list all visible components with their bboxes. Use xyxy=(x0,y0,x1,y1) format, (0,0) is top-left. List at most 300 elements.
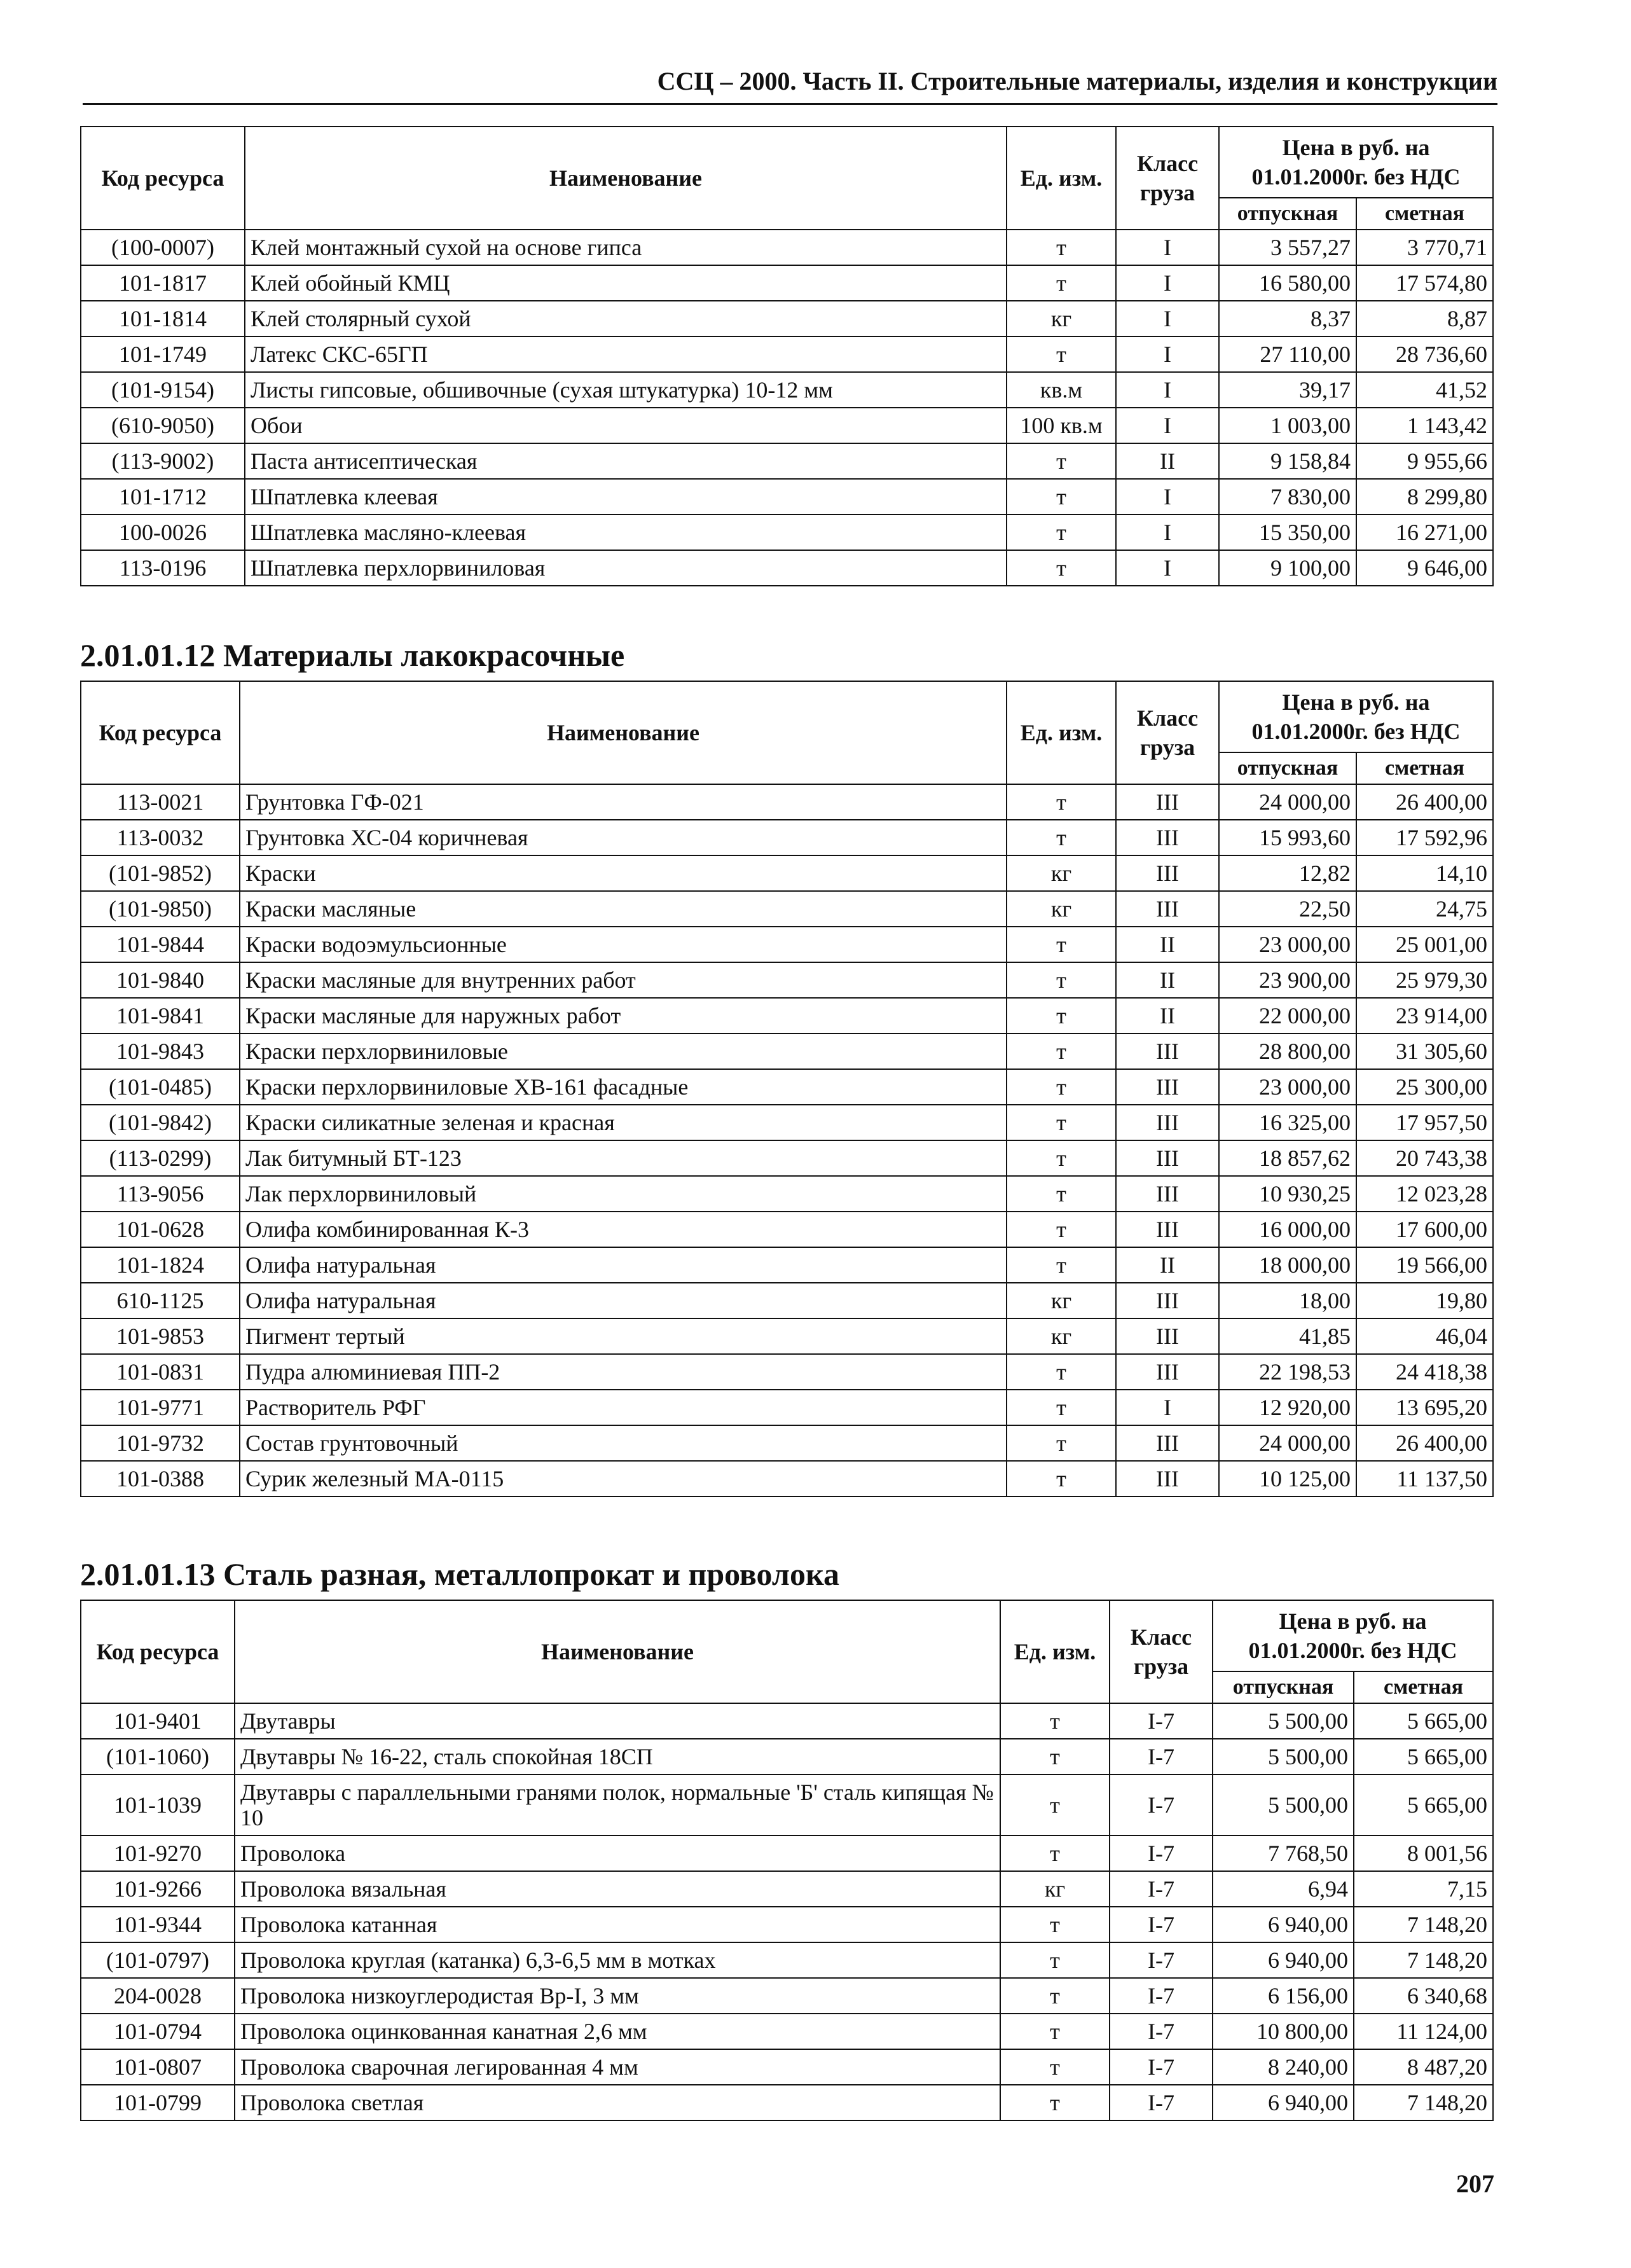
column-header-price: Цена в руб. на 01.01.2000г. без НДС xyxy=(1219,127,1493,198)
cell-class: III xyxy=(1116,855,1219,891)
cell-release-price: 23 000,00 xyxy=(1219,1069,1356,1105)
cell-estimate-price: 19 566,00 xyxy=(1356,1247,1493,1283)
cell-name: Клей обойный КМЦ xyxy=(245,265,1007,301)
cell-name: Проволока низкоуглеродистая Вр-I, 3 мм xyxy=(235,1978,1000,2014)
cell-class: II xyxy=(1116,962,1219,998)
cell-release-price: 23 000,00 xyxy=(1219,927,1356,962)
cell-unit: т xyxy=(1007,1461,1116,1497)
cell-code: (101-9154) xyxy=(81,372,245,408)
cell-name: Олифа натуральная xyxy=(240,1283,1007,1318)
cell-unit: т xyxy=(1007,1247,1116,1283)
cell-class: III xyxy=(1116,1176,1219,1212)
cell-estimate-price: 9 646,00 xyxy=(1356,550,1493,586)
cell-class: I xyxy=(1116,265,1219,301)
cell-estimate-price: 23 914,00 xyxy=(1356,998,1493,1034)
table-row xyxy=(81,1871,1493,1907)
cell-unit: 100 кв.м xyxy=(1007,408,1116,443)
cell-class: I-7 xyxy=(1110,1739,1213,1774)
table-row xyxy=(81,891,1493,927)
table-row xyxy=(81,443,1493,479)
cell-release-price: 10 800,00 xyxy=(1213,2014,1354,2049)
cell-release-price: 15 993,60 xyxy=(1219,820,1356,855)
table-row xyxy=(81,1176,1493,1212)
cell-name: Обои xyxy=(245,408,1007,443)
cell-release-price: 1 003,00 xyxy=(1219,408,1356,443)
cell-code: 610-1125 xyxy=(81,1283,240,1318)
table-row xyxy=(81,1774,1493,1836)
cell-code: 101-9270 xyxy=(81,1836,235,1871)
cell-unit: т xyxy=(1007,998,1116,1034)
cell-unit: т xyxy=(1007,1390,1116,1425)
cell-name: Проволока катанная xyxy=(235,1907,1000,1942)
cell-unit: т xyxy=(1007,1069,1116,1105)
cell-release-price: 10 125,00 xyxy=(1219,1461,1356,1497)
table-row xyxy=(81,515,1493,550)
cell-release-price: 22,50 xyxy=(1219,891,1356,927)
cell-class: I-7 xyxy=(1110,1703,1213,1739)
cell-name: Краски силикатные зеленая и красная xyxy=(240,1105,1007,1140)
table-row xyxy=(81,2049,1493,2085)
cell-estimate-price: 5 665,00 xyxy=(1354,1703,1493,1739)
table-row xyxy=(81,336,1493,372)
cell-release-price: 6,94 xyxy=(1213,1871,1354,1907)
cell-code: 101-0628 xyxy=(81,1212,240,1247)
cell-unit: т xyxy=(1000,2085,1110,2120)
cell-code: (101-9850) xyxy=(81,891,240,927)
cell-name: Краски масляные для наружных работ xyxy=(240,998,1007,1034)
cell-unit: т xyxy=(1007,336,1116,372)
cell-class: I-7 xyxy=(1110,1774,1213,1836)
table-row xyxy=(81,1739,1493,1774)
cell-class: III xyxy=(1116,820,1219,855)
cell-class: II xyxy=(1116,443,1219,479)
cell-release-price: 24 000,00 xyxy=(1219,1425,1356,1461)
cell-code: 101-0807 xyxy=(81,2049,235,2085)
cell-release-price: 18 000,00 xyxy=(1219,1247,1356,1283)
cell-class: I-7 xyxy=(1110,1836,1213,1871)
cell-name: Проволока оцинкованная канатная 2,6 мм xyxy=(235,2014,1000,2049)
cell-class: II xyxy=(1116,927,1219,962)
table-row xyxy=(81,1703,1493,1739)
cell-release-price: 6 156,00 xyxy=(1213,1978,1354,2014)
cell-release-price: 27 110,00 xyxy=(1219,336,1356,372)
cell-class: I-7 xyxy=(1110,1978,1213,2014)
cell-release-price: 16 325,00 xyxy=(1219,1105,1356,1140)
table-row xyxy=(81,265,1493,301)
cell-unit: т xyxy=(1000,1942,1110,1978)
cell-release-price: 7 830,00 xyxy=(1219,479,1356,515)
cell-release-price: 8,37 xyxy=(1219,301,1356,336)
table-row xyxy=(81,1069,1493,1105)
cell-estimate-price: 17 592,96 xyxy=(1356,820,1493,855)
cell-unit: т xyxy=(1007,1425,1116,1461)
cell-name: Клей столярный сухой xyxy=(245,301,1007,336)
cell-name: Сурик железный МА-0115 xyxy=(240,1461,1007,1497)
cell-estimate-price: 24 418,38 xyxy=(1356,1354,1493,1390)
cell-release-price: 41,85 xyxy=(1219,1318,1356,1354)
table-row xyxy=(81,230,1493,265)
column-header-estimate: сметная xyxy=(1354,1671,1493,1703)
cell-code: 101-9840 xyxy=(81,962,240,998)
cell-class: I xyxy=(1116,1390,1219,1425)
cell-class: I-7 xyxy=(1110,2049,1213,2085)
column-header-release: отпускная xyxy=(1219,752,1356,784)
cell-name: Проволока сварочная легированная 4 мм xyxy=(235,2049,1000,2085)
cell-class: I-7 xyxy=(1110,1907,1213,1942)
cell-unit: т xyxy=(1007,820,1116,855)
cell-class: III xyxy=(1116,1212,1219,1247)
cell-estimate-price: 8,87 xyxy=(1356,301,1493,336)
table-row xyxy=(81,1978,1493,2014)
cell-class: III xyxy=(1116,1354,1219,1390)
cell-code: 101-0799 xyxy=(81,2085,235,2120)
cell-name: Краски масляные xyxy=(240,891,1007,927)
column-header-class: Класс груза xyxy=(1110,1600,1213,1703)
column-header-unit: Ед. изм. xyxy=(1007,127,1116,230)
price-table-paints xyxy=(80,681,1494,1497)
cell-release-price: 24 000,00 xyxy=(1219,784,1356,820)
cell-name: Пигмент тертый xyxy=(240,1318,1007,1354)
cell-estimate-price: 6 340,68 xyxy=(1354,1978,1493,2014)
cell-unit: кг xyxy=(1007,855,1116,891)
column-header-unit: Ед. изм. xyxy=(1007,681,1116,784)
cell-release-price: 39,17 xyxy=(1219,372,1356,408)
cell-class: III xyxy=(1116,1069,1219,1105)
cell-unit: т xyxy=(1000,2014,1110,2049)
cell-name: Краски перхлорвиниловые xyxy=(240,1034,1007,1069)
cell-class: II xyxy=(1116,998,1219,1034)
cell-release-price: 7 768,50 xyxy=(1213,1836,1354,1871)
cell-code: 113-0196 xyxy=(81,550,245,586)
cell-code: 113-0021 xyxy=(81,784,240,820)
cell-estimate-price: 26 400,00 xyxy=(1356,784,1493,820)
cell-estimate-price: 28 736,60 xyxy=(1356,336,1493,372)
price-table-adhesives xyxy=(80,126,1494,586)
cell-class: I-7 xyxy=(1110,1942,1213,1978)
cell-estimate-price: 13 695,20 xyxy=(1356,1390,1493,1425)
cell-release-price: 3 557,27 xyxy=(1219,230,1356,265)
cell-code: (100-0007) xyxy=(81,230,245,265)
cell-class: I xyxy=(1116,230,1219,265)
column-header-name: Наименование xyxy=(240,681,1007,784)
cell-unit: т xyxy=(1007,927,1116,962)
cell-estimate-price: 26 400,00 xyxy=(1356,1425,1493,1461)
cell-code: (113-9002) xyxy=(81,443,245,479)
cell-class: III xyxy=(1116,1034,1219,1069)
cell-estimate-price: 24,75 xyxy=(1356,891,1493,927)
cell-code: 100-0026 xyxy=(81,515,245,550)
cell-code: 101-1749 xyxy=(81,336,245,372)
cell-name: Двутавры с параллельными гранями полок, нормальные 'Б' сталь кипящая № 10 xyxy=(235,1774,1000,1836)
cell-estimate-price: 1 143,42 xyxy=(1356,408,1493,443)
cell-estimate-price: 3 770,71 xyxy=(1356,230,1493,265)
cell-class: I-7 xyxy=(1110,2085,1213,2120)
cell-release-price: 9 158,84 xyxy=(1219,443,1356,479)
table-row xyxy=(81,1105,1493,1140)
cell-release-price: 12,82 xyxy=(1219,855,1356,891)
column-header-code: Код ресурса xyxy=(81,1600,235,1703)
cell-code: 101-9401 xyxy=(81,1703,235,1739)
table-row xyxy=(81,1907,1493,1942)
cell-class: III xyxy=(1116,784,1219,820)
cell-release-price: 28 800,00 xyxy=(1219,1034,1356,1069)
cell-name: Листы гипсовые, обшивочные (сухая штукатурка) 10-12 мм xyxy=(245,372,1007,408)
cell-estimate-price: 9 955,66 xyxy=(1356,443,1493,479)
cell-code: 101-1712 xyxy=(81,479,245,515)
cell-release-price: 9 100,00 xyxy=(1219,550,1356,586)
cell-unit: т xyxy=(1007,1176,1116,1212)
cell-name: Шпатлевка перхлорвиниловая xyxy=(245,550,1007,586)
cell-estimate-price: 17 957,50 xyxy=(1356,1105,1493,1140)
cell-name: Лак битумный БТ-123 xyxy=(240,1140,1007,1176)
table-row xyxy=(81,1390,1493,1425)
cell-class: I xyxy=(1116,372,1219,408)
cell-release-price: 16 580,00 xyxy=(1219,265,1356,301)
table-row xyxy=(81,820,1493,855)
cell-code: 101-0794 xyxy=(81,2014,235,2049)
cell-estimate-price: 46,04 xyxy=(1356,1318,1493,1354)
cell-estimate-price: 7 148,20 xyxy=(1354,1942,1493,1978)
table-row xyxy=(81,372,1493,408)
cell-release-price: 5 500,00 xyxy=(1213,1739,1354,1774)
cell-code: (113-0299) xyxy=(81,1140,240,1176)
section-title-paints: 2.01.01.12 Материалы лакокрасочные xyxy=(80,637,625,673)
cell-estimate-price: 11 124,00 xyxy=(1354,2014,1493,2049)
column-header-class: Класс груза xyxy=(1116,127,1219,230)
column-header-estimate: сметная xyxy=(1356,752,1493,784)
cell-class: III xyxy=(1116,1461,1219,1497)
cell-unit: т xyxy=(1007,962,1116,998)
cell-estimate-price: 16 271,00 xyxy=(1356,515,1493,550)
cell-unit: т xyxy=(1000,1978,1110,2014)
cell-unit: т xyxy=(1007,443,1116,479)
cell-code: (101-0797) xyxy=(81,1942,235,1978)
cell-code: (101-1060) xyxy=(81,1739,235,1774)
cell-name: Грунтовка ХС-04 коричневая xyxy=(240,820,1007,855)
cell-unit: т xyxy=(1000,1774,1110,1836)
cell-name: Проволока круглая (катанка) 6,3-6,5 мм в мотках xyxy=(235,1942,1000,1978)
column-header-release: отпускная xyxy=(1219,198,1356,230)
cell-code: 101-9844 xyxy=(81,927,240,962)
cell-unit: т xyxy=(1007,1105,1116,1140)
cell-class: I xyxy=(1116,515,1219,550)
cell-code: 204-0028 xyxy=(81,1978,235,2014)
cell-unit: т xyxy=(1007,784,1116,820)
cell-unit: т xyxy=(1007,1034,1116,1069)
cell-estimate-price: 17 600,00 xyxy=(1356,1212,1493,1247)
cell-release-price: 15 350,00 xyxy=(1219,515,1356,550)
column-header-code: Код ресурса xyxy=(81,127,245,230)
cell-name: Клей монтажный сухой на основе гипса xyxy=(245,230,1007,265)
page-number: 207 xyxy=(1456,2169,1494,2198)
cell-release-price: 6 940,00 xyxy=(1213,1907,1354,1942)
cell-estimate-price: 25 300,00 xyxy=(1356,1069,1493,1105)
cell-name: Растворитель РФГ xyxy=(240,1390,1007,1425)
table-row xyxy=(81,1140,1493,1176)
cell-unit: т xyxy=(1000,1907,1110,1942)
cell-code: 101-1814 xyxy=(81,301,245,336)
cell-class: III xyxy=(1116,1425,1219,1461)
cell-release-price: 5 500,00 xyxy=(1213,1774,1354,1836)
column-header-code: Код ресурса xyxy=(81,681,240,784)
cell-release-price: 22 198,53 xyxy=(1219,1354,1356,1390)
cell-name: Краски водоэмульсионные xyxy=(240,927,1007,962)
cell-estimate-price: 25 979,30 xyxy=(1356,962,1493,998)
cell-class: III xyxy=(1116,1318,1219,1354)
table-row xyxy=(81,301,1493,336)
cell-estimate-price: 25 001,00 xyxy=(1356,927,1493,962)
cell-release-price: 22 000,00 xyxy=(1219,998,1356,1034)
table-row xyxy=(81,927,1493,962)
cell-estimate-price: 20 743,38 xyxy=(1356,1140,1493,1176)
cell-name: Краски xyxy=(240,855,1007,891)
cell-name: Олифа комбинированная К-3 xyxy=(240,1212,1007,1247)
cell-name: Двутавры xyxy=(235,1703,1000,1739)
cell-unit: т xyxy=(1007,265,1116,301)
section-title-steel: 2.01.01.13 Сталь разная, металлопрокат и проволока xyxy=(80,1556,839,1592)
cell-name: Проволока xyxy=(235,1836,1000,1871)
cell-code: 101-9771 xyxy=(81,1390,240,1425)
cell-name: Шпатлевка масляно-клеевая xyxy=(245,515,1007,550)
cell-release-price: 12 920,00 xyxy=(1219,1390,1356,1425)
cell-unit: кг xyxy=(1007,1318,1116,1354)
cell-unit: т xyxy=(1000,2049,1110,2085)
cell-class: I xyxy=(1116,550,1219,586)
cell-unit: кв.м xyxy=(1007,372,1116,408)
table-row xyxy=(81,1283,1493,1318)
table-row xyxy=(81,2014,1493,2049)
cell-name: Двутавры № 16-22, сталь спокойная 18СП xyxy=(235,1739,1000,1774)
cell-name: Краски перхлорвиниловые ХВ-161 фасадные xyxy=(240,1069,1007,1105)
cell-estimate-price: 17 574,80 xyxy=(1356,265,1493,301)
cell-estimate-price: 8 001,56 xyxy=(1354,1836,1493,1871)
cell-name: Пудра алюминиевая ПП-2 xyxy=(240,1354,1007,1390)
cell-name: Латекс СКС-65ГП xyxy=(245,336,1007,372)
cell-unit: т xyxy=(1007,550,1116,586)
cell-code: 101-9266 xyxy=(81,1871,235,1907)
table-row xyxy=(81,2085,1493,2120)
table-row xyxy=(81,784,1493,820)
cell-estimate-price: 14,10 xyxy=(1356,855,1493,891)
cell-class: II xyxy=(1116,1247,1219,1283)
cell-release-price: 6 940,00 xyxy=(1213,1942,1354,1978)
cell-code: 101-1817 xyxy=(81,265,245,301)
table-row xyxy=(81,1247,1493,1283)
cell-estimate-price: 11 137,50 xyxy=(1356,1461,1493,1497)
cell-unit: т xyxy=(1007,1140,1116,1176)
cell-class: I xyxy=(1116,408,1219,443)
cell-code: 101-9853 xyxy=(81,1318,240,1354)
cell-name: Состав грунтовочный xyxy=(240,1425,1007,1461)
table-row xyxy=(81,1836,1493,1871)
cell-unit: т xyxy=(1007,515,1116,550)
cell-name: Проволока вязальная xyxy=(235,1871,1000,1907)
cell-unit: кг xyxy=(1000,1871,1110,1907)
cell-class: III xyxy=(1116,1283,1219,1318)
column-header-name: Наименование xyxy=(245,127,1007,230)
cell-release-price: 8 240,00 xyxy=(1213,2049,1354,2085)
table-row xyxy=(81,1212,1493,1247)
column-header-name: Наименование xyxy=(235,1600,1000,1703)
table-row xyxy=(81,998,1493,1034)
table-row xyxy=(81,550,1493,586)
table-row xyxy=(81,1461,1493,1497)
cell-estimate-price: 12 023,28 xyxy=(1356,1176,1493,1212)
cell-class: I-7 xyxy=(1110,1871,1213,1907)
cell-name: Краски масляные для внутренних работ xyxy=(240,962,1007,998)
table-row xyxy=(81,1425,1493,1461)
cell-code: 113-9056 xyxy=(81,1176,240,1212)
cell-unit: т xyxy=(1000,1739,1110,1774)
cell-release-price: 10 930,25 xyxy=(1219,1176,1356,1212)
cell-unit: кг xyxy=(1007,891,1116,927)
cell-unit: т xyxy=(1007,230,1116,265)
cell-name: Паста антисептическая xyxy=(245,443,1007,479)
column-header-price: Цена в руб. на 01.01.2000г. без НДС xyxy=(1213,1600,1493,1671)
cell-class: I-7 xyxy=(1110,2014,1213,2049)
cell-estimate-price: 8 487,20 xyxy=(1354,2049,1493,2085)
cell-estimate-price: 5 665,00 xyxy=(1354,1739,1493,1774)
table-row xyxy=(81,479,1493,515)
cell-release-price: 23 900,00 xyxy=(1219,962,1356,998)
cell-name: Шпатлевка клеевая xyxy=(245,479,1007,515)
running-header: ССЦ – 2000. Часть II. Строительные материалы, изделия и конструкции xyxy=(83,64,1497,105)
cell-code: 101-1039 xyxy=(81,1774,235,1836)
cell-class: III xyxy=(1116,891,1219,927)
cell-class: I xyxy=(1116,301,1219,336)
column-header-estimate: сметная xyxy=(1356,198,1493,230)
table-row xyxy=(81,1354,1493,1390)
cell-code: 101-9843 xyxy=(81,1034,240,1069)
cell-estimate-price: 8 299,80 xyxy=(1356,479,1493,515)
cell-code: 101-0388 xyxy=(81,1461,240,1497)
column-header-unit: Ед. изм. xyxy=(1000,1600,1110,1703)
cell-name: Грунтовка ГФ-021 xyxy=(240,784,1007,820)
cell-estimate-price: 7 148,20 xyxy=(1354,1907,1493,1942)
column-header-class: Класс груза xyxy=(1116,681,1219,784)
cell-estimate-price: 7 148,20 xyxy=(1354,2085,1493,2120)
cell-code: (101-9852) xyxy=(81,855,240,891)
cell-release-price: 18,00 xyxy=(1219,1283,1356,1318)
cell-estimate-price: 5 665,00 xyxy=(1354,1774,1493,1836)
column-header-release: отпускная xyxy=(1213,1671,1354,1703)
cell-estimate-price: 31 305,60 xyxy=(1356,1034,1493,1069)
table-row xyxy=(81,1034,1493,1069)
cell-class: I xyxy=(1116,479,1219,515)
cell-unit: т xyxy=(1007,1212,1116,1247)
cell-estimate-price: 19,80 xyxy=(1356,1283,1493,1318)
cell-unit: кг xyxy=(1007,301,1116,336)
price-table-steel xyxy=(80,1600,1494,2121)
table-row xyxy=(81,1942,1493,1978)
cell-code: 101-9732 xyxy=(81,1425,240,1461)
cell-name: Проволока светлая xyxy=(235,2085,1000,2120)
cell-unit: кг xyxy=(1007,1283,1116,1318)
cell-code: 101-0831 xyxy=(81,1354,240,1390)
cell-code: (101-9842) xyxy=(81,1105,240,1140)
table-row xyxy=(81,855,1493,891)
cell-unit: т xyxy=(1007,479,1116,515)
cell-code: 101-1824 xyxy=(81,1247,240,1283)
cell-code: (101-0485) xyxy=(81,1069,240,1105)
table-row xyxy=(81,962,1493,998)
cell-code: 101-9344 xyxy=(81,1907,235,1942)
cell-name: Олифа натуральная xyxy=(240,1247,1007,1283)
table-row xyxy=(81,408,1493,443)
cell-code: 113-0032 xyxy=(81,820,240,855)
table-row xyxy=(81,1318,1493,1354)
cell-code: 101-9841 xyxy=(81,998,240,1034)
